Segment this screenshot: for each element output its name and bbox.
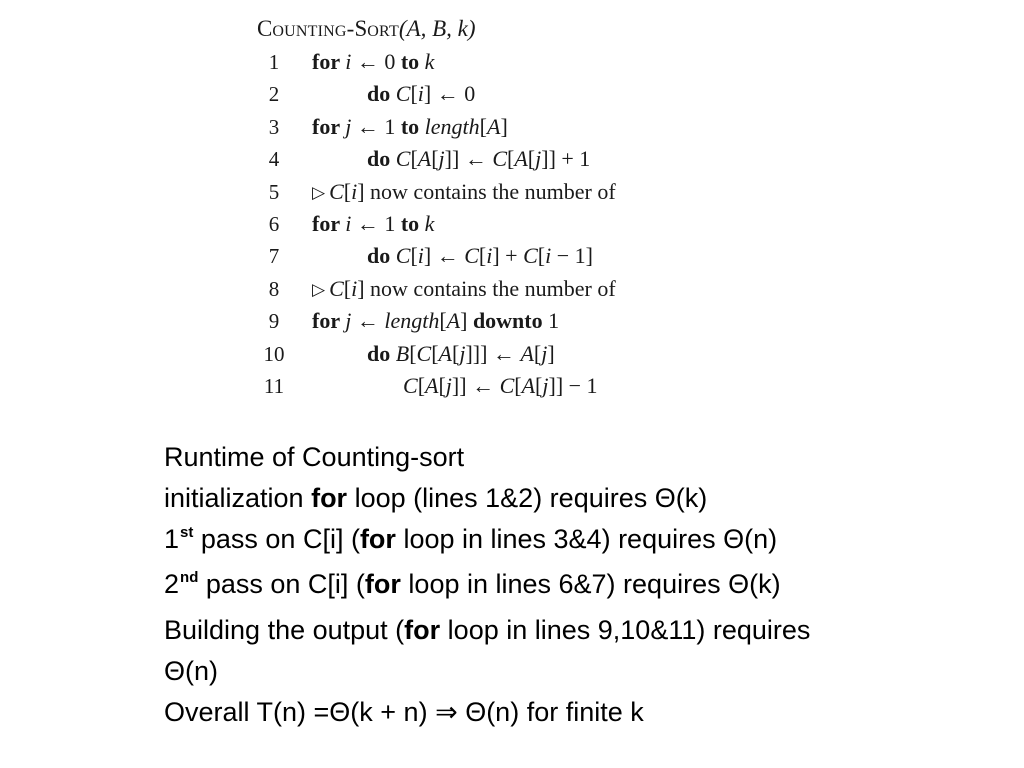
code-text: [ (507, 146, 515, 172)
code-line-4 (257, 143, 717, 175)
line-number: 3 (268, 114, 280, 139)
code-statement (367, 78, 475, 110)
note-overall: Overall T(n) =Θ(k + n) ⇒ Θ(n) for finite k (164, 696, 644, 727)
variable: k (424, 49, 435, 74)
code-line-9 (257, 305, 717, 337)
notes-heading: Runtime of Counting-sort (164, 442, 465, 472)
keyword-for: for (311, 482, 348, 513)
variable: i (345, 210, 352, 236)
variable: length (424, 113, 480, 139)
code-text: ] (547, 340, 555, 366)
code-line-3 (257, 111, 717, 143)
code-statement (312, 111, 508, 143)
code-statement (312, 46, 434, 78)
note-text: loop in lines 6&7) requires Θ(k) (400, 569, 781, 600)
variable: j (445, 372, 452, 398)
variable: C (329, 275, 344, 301)
variable: A (520, 340, 534, 366)
title-small-caps-2: ort (367, 16, 399, 41)
code-text: ← (351, 308, 385, 334)
code-text: ]] ← (444, 146, 493, 172)
code-line-2 (257, 78, 717, 110)
line-number: 6 (268, 211, 280, 236)
code-text: [ (514, 372, 522, 398)
code-text: ]] + 1 (541, 146, 591, 172)
title-arguments: (A, B, k) (398, 16, 476, 41)
code-text: [ (410, 146, 418, 172)
note-text: pass on C[i] ( (198, 569, 365, 600)
note-second-pass (164, 564, 994, 610)
code-line-5 (257, 176, 717, 208)
variable: A (438, 340, 452, 366)
variable: C (395, 243, 411, 269)
line-number: 8 (268, 276, 280, 301)
keyword-for: for (364, 569, 401, 600)
variable: C (416, 340, 432, 366)
note-text: loop in lines 9,10&11) requires (440, 615, 811, 646)
code-line-10 (257, 338, 717, 370)
code-text: [ (417, 372, 426, 398)
variable: A (514, 146, 528, 172)
counting-sort-pseudocode (257, 14, 717, 402)
variable: i (545, 243, 552, 269)
variable: C (395, 146, 411, 172)
note-build-output-continued: Θ(n) (164, 655, 218, 686)
code-text: ]] ← (451, 372, 500, 398)
code-text: ] + (492, 243, 524, 269)
note-first-pass (164, 519, 994, 565)
note-build-output (164, 610, 994, 651)
title-initial-c: C (257, 16, 273, 41)
code-text: [ (343, 178, 352, 204)
keyword: to (400, 113, 425, 139)
code-text: [ (410, 81, 418, 107)
code-text: ] now contains the number of (357, 275, 616, 301)
code-text: [ (537, 243, 546, 269)
variable: C (499, 372, 515, 398)
code-statement (367, 143, 590, 175)
variable: i (417, 81, 424, 107)
variable: A (446, 308, 461, 334)
code-statement (403, 370, 598, 402)
line-number: 7 (268, 244, 280, 269)
line-number: 1 (268, 50, 280, 74)
code-text: ]]] ← (465, 340, 521, 366)
code-line-11 (257, 370, 717, 402)
keyword: do (367, 340, 396, 366)
code-text: [ (410, 243, 418, 269)
code-text: [ (527, 146, 536, 172)
code-text: ] (460, 308, 473, 334)
variable: B (395, 340, 410, 366)
keyword: do (367, 81, 396, 107)
code-text: ]] − 1 (548, 372, 598, 398)
variable: C (329, 178, 344, 204)
line-number: 11 (263, 373, 285, 398)
variable: j (345, 308, 352, 334)
code-text: [ (479, 113, 487, 139)
variable: k (424, 210, 435, 236)
variable: j (541, 340, 548, 366)
code-text: − 1] (551, 243, 593, 269)
variable: i (486, 243, 493, 269)
title-small-caps-1: ounting- (272, 16, 355, 41)
title-initial-s: S (354, 16, 368, 41)
code-text: ] now contains the number of (357, 178, 616, 204)
comment-triangle-icon: ▷ (312, 182, 326, 202)
code-text: [ (409, 340, 417, 366)
code-text: [ (431, 146, 439, 172)
keyword: to (400, 49, 425, 74)
line-number: 10 (263, 341, 285, 366)
ordinal-number: 1 (164, 523, 180, 554)
code-statement (367, 240, 593, 272)
algorithm-title (257, 14, 717, 46)
variable: C (395, 81, 411, 107)
code-text: ] (500, 113, 508, 139)
keyword: for (312, 113, 346, 139)
runtime-notes (164, 437, 994, 733)
code-statement (312, 208, 434, 240)
code-line-6 (257, 208, 717, 240)
variable: A (425, 372, 439, 398)
code-text: [ (438, 372, 446, 398)
keyword-for: for (359, 523, 396, 554)
line-number: 4 (268, 147, 280, 172)
code-text: ← 1 (351, 210, 401, 236)
keyword: for (312, 210, 346, 236)
note-text: initialization (164, 482, 312, 513)
code-comment (312, 176, 616, 210)
variable: C (464, 243, 479, 269)
code-text: [ (439, 308, 447, 334)
code-text: [ (478, 243, 487, 269)
code-line-1 (257, 46, 717, 78)
code-text: ] ← (423, 243, 465, 269)
variable: i (345, 49, 352, 74)
ordinal-suffix: nd (180, 569, 199, 587)
note-text: loop (lines 1&2) requires Θ(k) (347, 482, 708, 513)
variable: j (542, 372, 549, 398)
note-text: pass on C[i] ( (193, 523, 360, 554)
variable: j (438, 146, 445, 172)
variable: j (459, 340, 466, 366)
variable: i (351, 178, 358, 204)
code-text: [ (533, 340, 542, 366)
variable: C (492, 146, 508, 172)
keyword-for: for (404, 615, 441, 646)
line-number: 5 (268, 179, 280, 204)
keyword: downto (472, 308, 549, 334)
keyword: to (400, 210, 425, 236)
code-line-8 (257, 273, 717, 305)
code-text: ← 1 (351, 113, 401, 139)
keyword: for (312, 308, 346, 334)
line-number: 2 (268, 82, 280, 107)
variable: A (521, 372, 536, 398)
code-text: [ (431, 340, 439, 366)
code-text: ← 0 (351, 49, 401, 74)
keyword: do (367, 146, 396, 172)
keyword: do (367, 243, 396, 269)
variable: i (351, 275, 358, 301)
line-number: 9 (268, 309, 280, 334)
ordinal-suffix: st (180, 523, 194, 541)
code-text: [ (535, 372, 543, 398)
variable: j (535, 146, 542, 172)
code-text: [ (343, 275, 352, 301)
code-text: 1 (548, 308, 560, 334)
variable: i (417, 243, 424, 269)
code-line-7 (257, 240, 717, 272)
code-comment (312, 273, 616, 307)
variable: j (345, 113, 352, 139)
variable: length (384, 308, 440, 334)
variable: C (403, 372, 418, 398)
code-statement (367, 338, 555, 370)
note-text: loop in lines 3&4) requires Θ(n) (395, 523, 778, 554)
ordinal-number: 2 (164, 569, 180, 600)
note-initialization (164, 478, 994, 519)
code-text: [ (452, 340, 460, 366)
note-text: Building the output ( (164, 615, 405, 646)
variable: C (523, 243, 538, 269)
keyword: for (312, 49, 346, 74)
comment-triangle-icon: ▷ (312, 279, 326, 299)
variable: A (486, 113, 501, 139)
code-statement (312, 305, 559, 337)
code-text: ] ← 0 (423, 81, 476, 107)
variable: A (417, 146, 432, 172)
